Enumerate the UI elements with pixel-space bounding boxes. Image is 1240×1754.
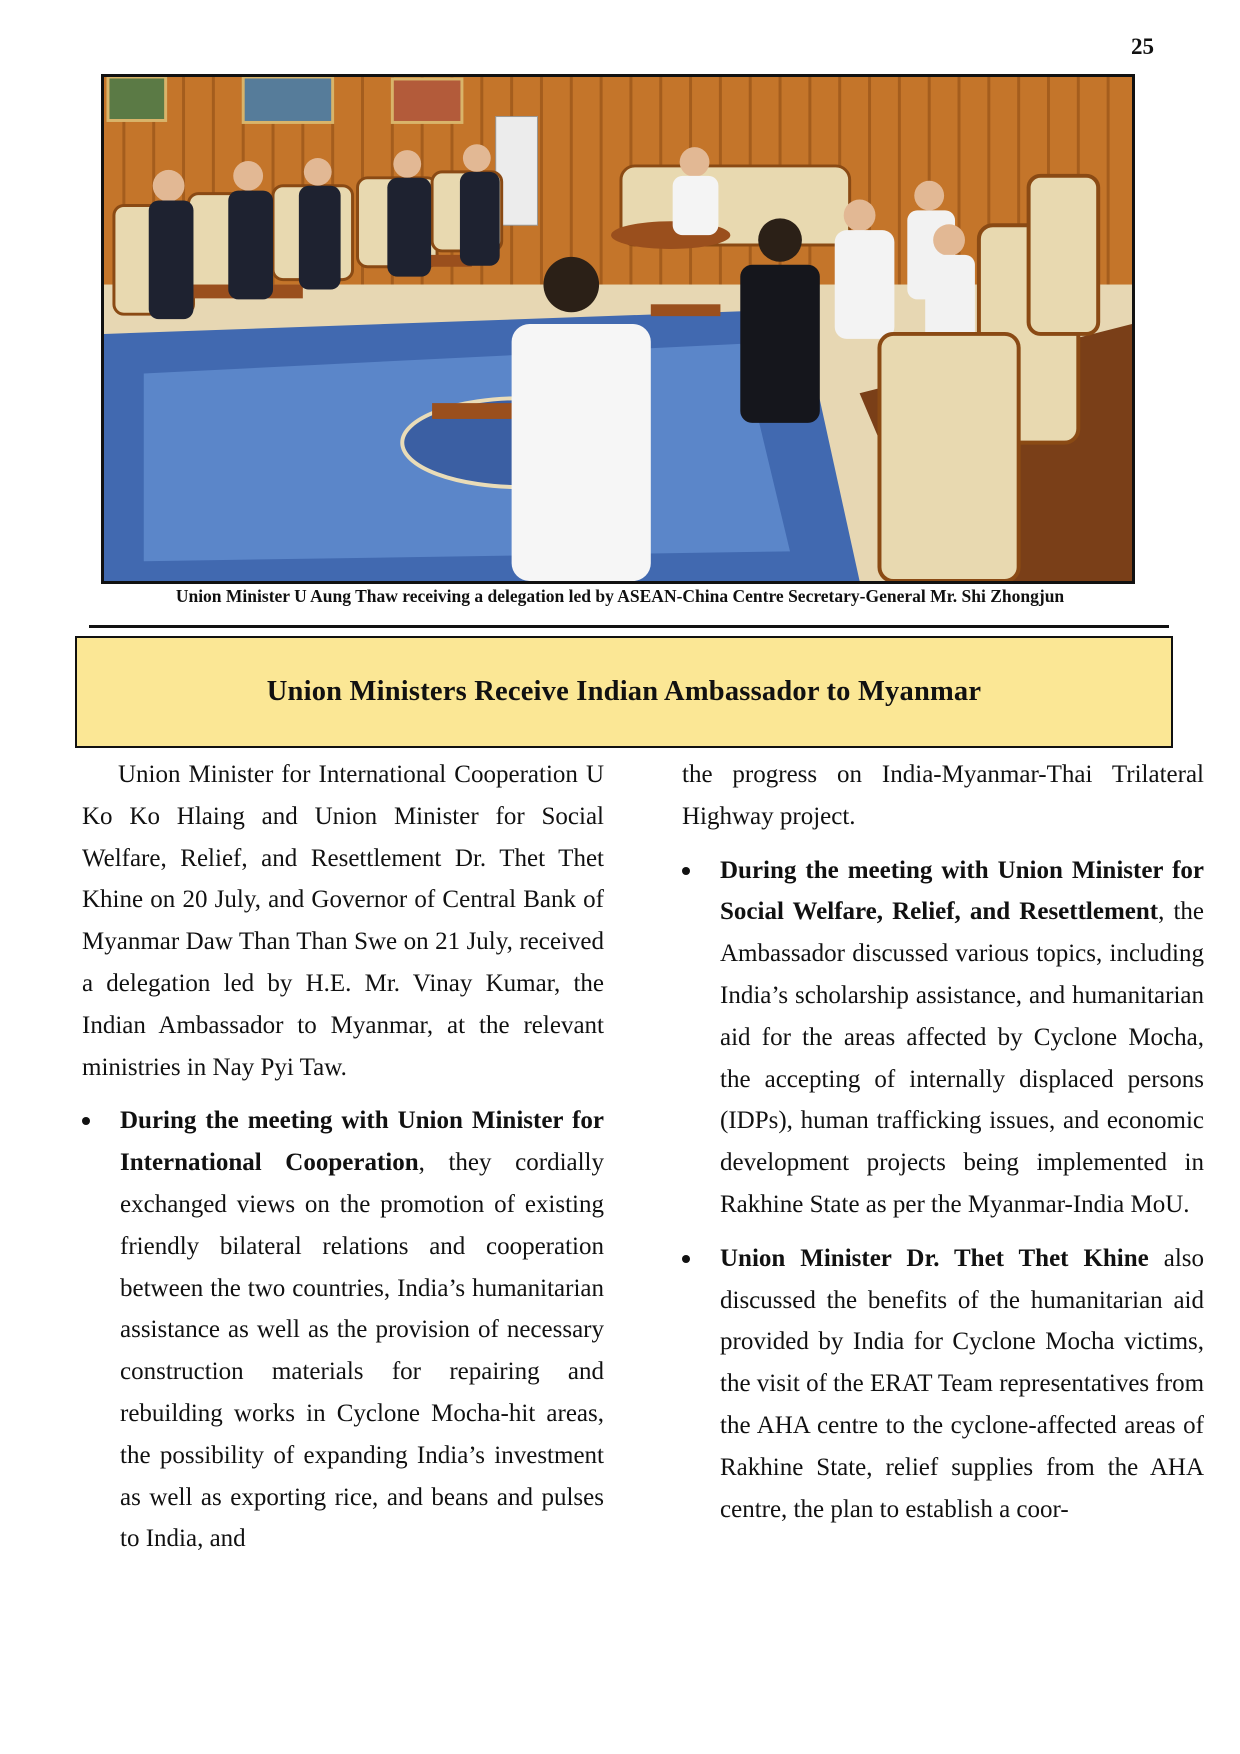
bullet-text: [720, 1238, 1204, 1531]
bullet-lead: Union Minister Dr. Thet Thet Khine: [720, 1244, 1149, 1272]
bullet-icon: [682, 1255, 690, 1263]
bullet-text: [120, 1100, 604, 1560]
article-headline: Union Ministers Receive Indian Ambassador to Myanmar: [266, 676, 982, 707]
bullet-body: , the Ambassador discussed various topics, including India’s scholarship assistance, and humanitarian aid for the areas affected by Cyclone Mocha, the accepting of internally displaced persons (IDPs), human trafficking issues, and economic development projects being implemented in Rakhine State as per the Myanmar-India MoU.: [720, 898, 1204, 1218]
page-number: 25: [1131, 34, 1154, 59]
right-column: [682, 754, 1204, 1542]
section-divider: [89, 625, 1169, 628]
bullet-body: also discussed the benefits of the humanitarian aid provided by India for Cyclone Mocha victims, the visit of the ERAT Team representatives from the AHA centre to the cyclone-affected areas of Rakhine State, relief supplies from the AHA centre, the plan to establish a coor-: [720, 1244, 1205, 1523]
meeting-photo-illustration: [104, 77, 1132, 581]
bullet-lead: During the meeting with Union Minister for Social Welfare, Relief, and Resettlement: [720, 856, 1204, 926]
photo-caption: Union Minister U Aung Thaw receiving a delegation led by ASEAN-China Centre Secretary-General Mr. Shi Zhongjun: [175, 586, 1065, 606]
bullet-thet-thet-khine: [682, 1238, 1204, 1531]
bullet-international-cooperation: [82, 1100, 604, 1560]
bullet-text: [720, 850, 1204, 1226]
bullet-lead: During the meeting with Union Minister for International Cooperation: [120, 1107, 604, 1177]
bullet-icon: [682, 867, 690, 875]
continuation-paragraph: the progress on India-Myanmar-Thai Trilateral Highway project.: [682, 761, 1204, 830]
left-column: [82, 754, 604, 1572]
bullet-social-welfare: [682, 850, 1204, 1226]
bullet-body: , they cordially exchanged views on the promotion of existing friendly bilateral relations and cooperation between the two countries, India’s humanitarian assistance as well as the provision of necessary construction materials for repairing and rebuilding works in Cyclone Mocha-hit areas, the possibility of expanding India’s investment as well as exporting rice, and beans and pulses to India, and: [120, 1149, 605, 1553]
bullet-icon: [82, 1117, 90, 1125]
intro-paragraph: Union Minister for International Cooperation U Ko Ko Hlaing and Union Minister for Social Welfare, Relief, and Resettlement Dr. Thet Thet Khine on 20 July, and Governor of Central Bank of Myanmar Daw Than Than Swe on 21 July, received a delegation led by H.E. Mr. Vinay Kumar, the Indian Ambassador to Myanmar, at the relevant ministries in Nay Pyi Taw.: [82, 761, 604, 1081]
headline-box: [75, 636, 1173, 748]
meeting-photo: [101, 74, 1135, 584]
